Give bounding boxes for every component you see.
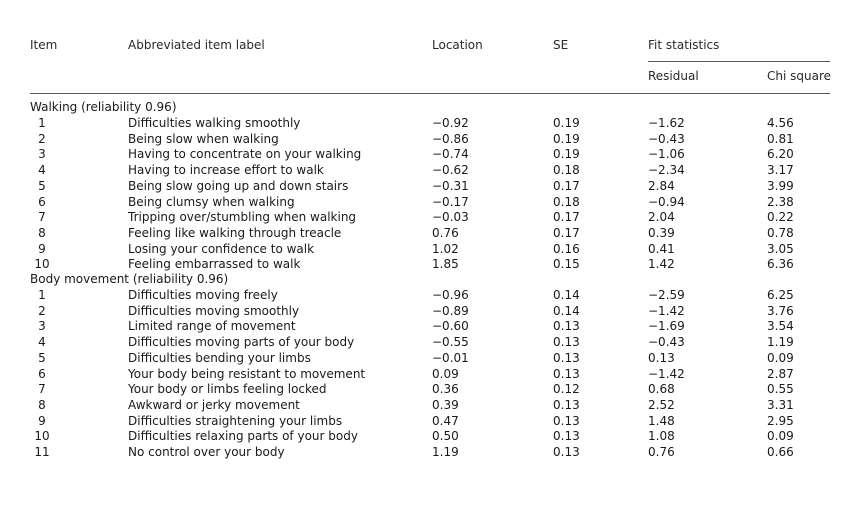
cell-se: 0.13: [553, 350, 580, 365]
cell-chi: 0.81: [767, 131, 794, 146]
cell-se: 0.19: [553, 147, 580, 162]
cell-location: −0.01: [432, 350, 469, 365]
cell-residual: 0.39: [648, 225, 675, 240]
cell-label: Difficulties walking smoothly: [128, 116, 301, 130]
cell-se: 0.13: [553, 397, 580, 412]
cell-item: 7: [38, 210, 46, 225]
cell-chi: 4.56: [767, 116, 794, 130]
cell-residual: −0.43: [648, 335, 685, 350]
section-title: Body movement (reliability 0.96): [30, 272, 229, 286]
table-row: [0, 367, 860, 383]
cell-label: Your body being resistant to movement: [128, 366, 366, 381]
cell-se: 0.17: [553, 210, 580, 225]
cell-item: 3: [38, 147, 46, 162]
cell-item: 4: [38, 335, 46, 350]
cell-location: 0.50: [432, 429, 459, 444]
cell-label: Feeling like walking through treacle: [128, 225, 342, 240]
cell-item: 7: [38, 382, 46, 397]
table-row: [0, 382, 860, 398]
cell-residual: −1.42: [648, 303, 685, 318]
cell-chi: 0.55: [767, 382, 794, 397]
table-row: [0, 116, 860, 132]
cell-se: 0.12: [553, 382, 580, 397]
table-row: [0, 195, 860, 211]
cell-se: 0.13: [553, 366, 580, 381]
cell-residual: −1.06: [648, 147, 685, 162]
cell-location: −0.74: [432, 147, 469, 162]
cell-se: 0.15: [553, 257, 580, 272]
cell-chi: 3.99: [767, 178, 794, 193]
table-row: [0, 163, 860, 179]
table-row: [0, 179, 860, 195]
cell-location: −0.86: [432, 131, 469, 146]
header-residual: Residual: [648, 69, 699, 83]
cell-se: 0.13: [553, 319, 580, 334]
cell-item: 6: [38, 366, 46, 381]
cell-se: 0.13: [553, 413, 580, 428]
header-label: Abbreviated item label: [128, 38, 265, 52]
cell-label: Your body or limbs feeling locked: [128, 382, 327, 397]
cell-residual: −1.69: [648, 319, 685, 334]
cell-item: 8: [38, 397, 46, 412]
table-row: [0, 147, 860, 163]
cell-label: Tripping over/stumbling when walking: [128, 210, 357, 225]
cell-location: 1.19: [432, 445, 459, 459]
cell-se: 0.13: [553, 429, 580, 444]
cell-item: 11: [34, 445, 50, 459]
table-row: [0, 242, 860, 258]
cell-label: Difficulties moving smoothly: [128, 303, 300, 318]
cell-item: 5: [38, 178, 46, 193]
table-row: [0, 445, 860, 461]
cell-item: 1: [38, 288, 46, 302]
cell-label: Being slow going up and down stairs: [128, 178, 349, 193]
cell-se: 0.14: [553, 303, 580, 318]
cell-residual: 0.68: [648, 382, 675, 397]
cell-residual: 1.08: [648, 429, 675, 444]
table-row: [0, 398, 860, 414]
cell-chi: 2.38: [767, 194, 794, 209]
header-fit-statistics: Fit statistics: [648, 38, 720, 52]
cell-residual: 0.41: [648, 241, 675, 256]
cell-item: 2: [38, 131, 46, 146]
cell-label: Difficulties moving freely: [128, 288, 278, 302]
cell-item: 5: [38, 350, 46, 365]
cell-chi: 3.05: [767, 241, 794, 256]
cell-chi: 6.20: [767, 147, 794, 162]
fit-statistics-rule: [648, 61, 830, 62]
cell-label: Difficulties relaxing parts of your body: [128, 429, 358, 444]
cell-residual: 0.13: [648, 350, 675, 365]
table-row: [0, 226, 860, 242]
cell-location: 0.47: [432, 413, 459, 428]
cell-se: 0.19: [553, 131, 580, 146]
table-row: [0, 257, 860, 273]
header-item: Item: [30, 38, 58, 52]
cell-location: 0.36: [432, 382, 459, 397]
cell-location: 0.09: [432, 366, 459, 381]
cell-label: Awkward or jerky movement: [128, 397, 300, 412]
cell-item: 10: [34, 429, 50, 444]
cell-location: −0.03: [432, 210, 469, 225]
cell-residual: −1.62: [648, 116, 685, 130]
cell-se: 0.13: [553, 445, 580, 459]
cell-location: −0.92: [432, 116, 469, 130]
table-row: [0, 288, 860, 304]
table-row: [0, 414, 860, 430]
cell-residual: 0.76: [648, 445, 675, 459]
cell-label: Difficulties straightening your limbs: [128, 413, 343, 428]
cell-residual: 1.48: [648, 413, 675, 428]
cell-residual: −1.42: [648, 366, 685, 381]
cell-se: 0.17: [553, 225, 580, 240]
cell-se: 0.19: [553, 116, 580, 130]
cell-label: Being slow when walking: [128, 131, 279, 146]
cell-location: 1.85: [432, 257, 459, 272]
cell-residual: 2.84: [648, 178, 675, 193]
header-location: Location: [432, 38, 483, 52]
cell-label: Difficulties bending your limbs: [128, 350, 311, 365]
cell-location: 1.02: [432, 241, 459, 256]
cell-label: Difficulties moving parts of your body: [128, 335, 355, 350]
cell-se: 0.14: [553, 288, 580, 302]
cell-chi: 0.09: [767, 429, 794, 444]
cell-se: 0.16: [553, 241, 580, 256]
cell-residual: −2.34: [648, 163, 685, 178]
cell-label: Having to concentrate on your walking: [128, 147, 362, 162]
cell-item: 4: [38, 163, 46, 178]
cell-item: 6: [38, 194, 46, 209]
cell-residual: 2.52: [648, 397, 675, 412]
cell-label: Limited range of movement: [128, 319, 296, 334]
cell-chi: 6.25: [767, 288, 794, 302]
cell-residual: −0.94: [648, 194, 685, 209]
table-row: [0, 319, 860, 335]
cell-label: No control over your body: [128, 445, 285, 459]
cell-location: −0.17: [432, 194, 469, 209]
cell-residual: 2.04: [648, 210, 675, 225]
cell-label: Losing your confidence to walk: [128, 241, 315, 256]
cell-item: 3: [38, 319, 46, 334]
cell-label: Having to increase effort to walk: [128, 163, 324, 178]
cell-location: −0.31: [432, 178, 469, 193]
cell-residual: −0.43: [648, 131, 685, 146]
header-chi-square: Chi square: [767, 69, 832, 83]
cell-chi: 3.17: [767, 163, 794, 178]
cell-item: 8: [38, 225, 46, 240]
cell-location: 0.76: [432, 225, 459, 240]
table-row: [0, 210, 860, 226]
cell-label: Being clumsy when walking: [128, 194, 295, 209]
table-row: [0, 304, 860, 320]
cell-chi: 0.78: [767, 225, 794, 240]
cell-chi: 3.76: [767, 303, 794, 318]
cell-chi: 3.31: [767, 397, 794, 412]
cell-se: 0.13: [553, 335, 580, 350]
cell-se: 0.18: [553, 163, 580, 178]
table-row: [0, 132, 860, 148]
cell-chi: 2.95: [767, 413, 794, 428]
cell-se: 0.18: [553, 194, 580, 209]
cell-item: 9: [38, 241, 46, 256]
cell-item: 10: [34, 257, 50, 272]
cell-location: −0.55: [432, 335, 469, 350]
cell-chi: 0.22: [767, 210, 794, 225]
cell-location: 0.39: [432, 397, 459, 412]
header-se: SE: [553, 38, 569, 52]
cell-chi: 6.36: [767, 257, 794, 272]
cell-chi: 1.19: [767, 335, 794, 350]
cell-item: 2: [38, 303, 46, 318]
cell-location: −0.60: [432, 319, 469, 334]
cell-location: −0.89: [432, 303, 469, 318]
table-row: [0, 351, 860, 367]
cell-residual: −2.59: [648, 288, 685, 302]
cell-chi: 2.87: [767, 366, 794, 381]
section-title: Walking (reliability 0.96): [30, 100, 177, 114]
cell-item: 9: [38, 413, 46, 428]
cell-location: −0.62: [432, 163, 469, 178]
cell-se: 0.17: [553, 178, 580, 193]
cell-location: −0.96: [432, 288, 469, 302]
table-row: [0, 429, 860, 445]
cell-chi: 3.54: [767, 319, 794, 334]
table-row: [0, 335, 860, 351]
cell-label: Feeling embarrassed to walk: [128, 257, 301, 272]
header-bottom-rule: [30, 93, 830, 94]
cell-item: 1: [38, 116, 46, 130]
cell-residual: 1.42: [648, 257, 675, 272]
cell-chi: 0.66: [767, 445, 794, 459]
cell-chi: 0.09: [767, 350, 794, 365]
